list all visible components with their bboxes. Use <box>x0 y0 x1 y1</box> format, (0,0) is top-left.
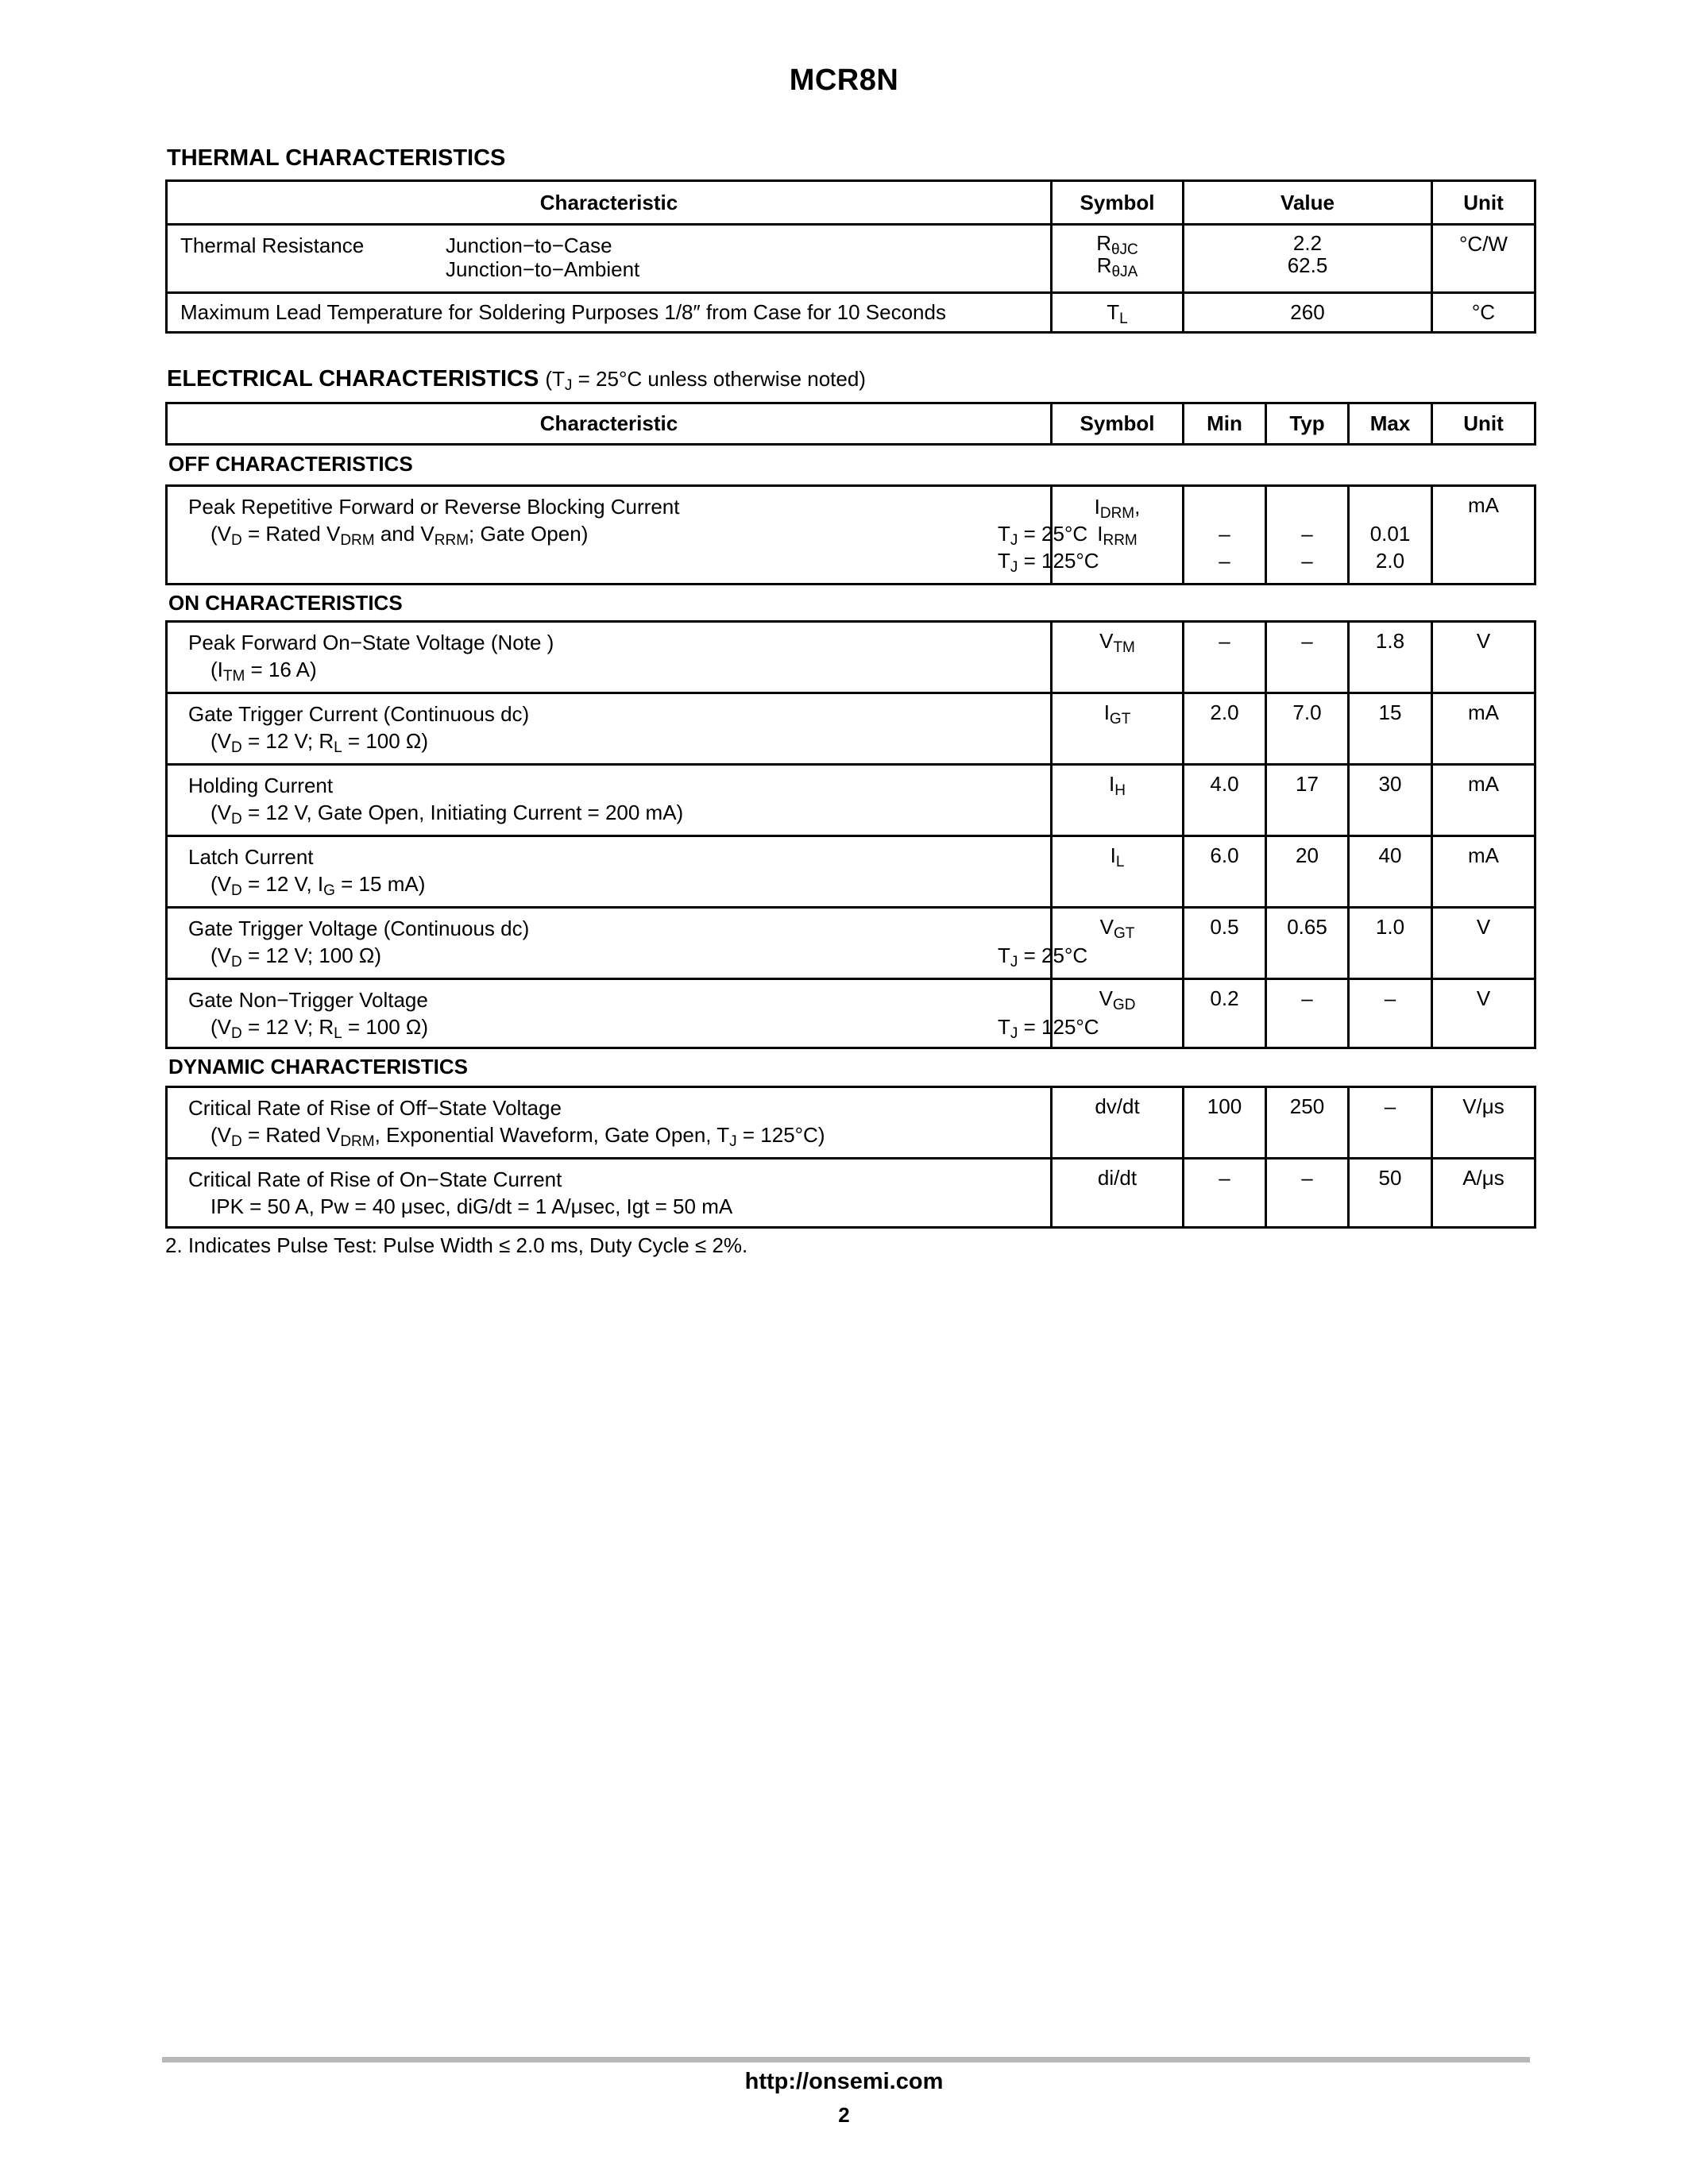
table-row <box>167 1087 1535 1159</box>
dynamic-characteristics-title: DYNAMIC CHARACTERISTICS <box>168 1055 468 1078</box>
il-max: 40 <box>1349 836 1432 908</box>
vgt-desc-line2: ($V_D = 12$ V; 100 Ω) $T_J = 25^\circ C$ <box>211 943 1088 970</box>
off-min-25: – <box>1219 522 1230 546</box>
value-rthjc: 2.2 <box>1292 231 1323 255</box>
vgd-desc-line2: ($V_D = 12$ V; $R_L = 100$ Ω) $T_J = 125^\circ C$ <box>211 1015 1099 1042</box>
symbol-tl: $T_L$ <box>1052 293 1184 333</box>
ih-typ: 17 <box>1266 765 1349 836</box>
footer-url[interactable]: http://onsemi.com <box>744 2069 944 2094</box>
ih-min: 4.0 <box>1184 765 1266 836</box>
vgd-max: – <box>1349 979 1432 1048</box>
vgt-tj: $T_J = 25^\circ C$ <box>998 943 1088 970</box>
dvdt-unit: V/μs <box>1432 1087 1535 1159</box>
header-unit: Unit <box>1432 403 1535 445</box>
header-max: Max <box>1349 403 1432 445</box>
off-tj-25: $T_J = 25^\circ C$ <box>998 522 1088 549</box>
off-characteristics-title: OFF CHARACTERISTICS <box>168 452 413 476</box>
igt-typ: 7.0 <box>1266 693 1349 765</box>
header-symbol: Symbol <box>1052 403 1184 445</box>
off-desc-line1: Peak Repetitive Forward or Reverse Blocking Current <box>188 495 680 519</box>
vtm-desc-line1: Peak Forward On−State Voltage (Note ) <box>188 631 554 654</box>
dynamic-characteristics-table <box>165 1086 1536 1229</box>
dvdt-desc-line2: ($V_D$ = Rated $V_{DRM}$, Exponential Waveform, Gate Open, $T_J = 125^\circ C$) <box>211 1123 825 1150</box>
footnote: 2. Indicates Pulse Test: Pulse Width ≤ 2.0 ms, Duty Cycle ≤ 2%. <box>165 1233 748 1257</box>
il-typ: 20 <box>1266 836 1349 908</box>
igt-min: 2.0 <box>1184 693 1266 765</box>
thermal-resistance-label: Thermal Resistance <box>180 233 365 257</box>
table-row <box>167 979 1535 1048</box>
off-characteristics-table <box>165 484 1536 585</box>
off-max-125: 2.0 <box>1375 549 1405 573</box>
header-symbol: Symbol <box>1052 181 1184 225</box>
vgt-unit: V <box>1432 908 1535 979</box>
ih-desc-line2: ($V_D = 12$ V, Gate Open, Initiating Current = 200 mA) <box>211 801 684 828</box>
table-row <box>167 693 1535 765</box>
il-unit: mA <box>1432 836 1535 908</box>
header-typ: Typ <box>1266 403 1349 445</box>
thermal-header-row <box>167 181 1535 225</box>
didt-desc-line1: Critical Rate of Rise of On−State Current <box>188 1167 562 1191</box>
vgd-min: 0.2 <box>1184 979 1266 1048</box>
igt-desc-line2: ($V_D = 12$ V; $R_L = 100$ Ω) <box>211 729 429 756</box>
didt-desc-line2: IPK = 50 A, Pw = 40 μsec, diG/dt = 1 A/μsec, Igt = 50 mA <box>211 1194 733 1218</box>
didt-min: – <box>1184 1159 1266 1228</box>
header-unit: Unit <box>1432 181 1535 225</box>
ih-unit: mA <box>1432 765 1535 836</box>
table-row <box>167 293 1535 333</box>
off-desc-line2: ($V_D$ = Rated $V_{DRM}$ and $V_{RRM}$; Gate Open) $T_J = 25^\circ C$ <box>211 522 1088 549</box>
didt-typ: – <box>1266 1159 1349 1228</box>
symbol-dvdt: dv/dt <box>1052 1087 1184 1159</box>
electrical-header-table <box>165 402 1536 446</box>
page-number: 2 <box>838 2103 850 2127</box>
vgd-desc-line1: Gate Non−Trigger Voltage <box>188 988 428 1012</box>
header-characteristic: Characteristic <box>167 403 1052 445</box>
table-row <box>167 1159 1535 1228</box>
il-min: 6.0 <box>1184 836 1266 908</box>
table-row <box>167 486 1535 585</box>
symbol-il: $I_L$ <box>1052 836 1184 908</box>
igt-desc-line1: Gate Trigger Current (Continuous dc) <box>188 702 530 726</box>
vtm-desc-line2: ($I_{TM} = 16$ A) <box>211 658 317 685</box>
junction-to-case: Junction−to−Case <box>446 233 612 257</box>
symbol-rthjc: $R_{\theta JC}$ <box>1096 231 1138 258</box>
didt-unit: A/μs <box>1432 1159 1535 1228</box>
header-value: Value <box>1184 181 1432 225</box>
header-characteristic: Characteristic <box>167 181 1052 225</box>
vgt-max: 1.0 <box>1349 908 1432 979</box>
off-typ-25: – <box>1301 522 1313 546</box>
vtm-unit: V <box>1432 622 1535 693</box>
symbol-didt: di/dt <box>1052 1159 1184 1228</box>
vtm-max: 1.8 <box>1349 622 1432 693</box>
value-rthja: 62.5 <box>1287 253 1328 277</box>
on-characteristics-table <box>165 620 1536 1049</box>
symbol-ih: $I_H$ <box>1052 765 1184 836</box>
ih-max: 30 <box>1349 765 1432 836</box>
header-min: Min <box>1184 403 1266 445</box>
junction-to-ambient: Junction−to−Ambient <box>446 257 640 281</box>
il-desc-line2: ($V_D = 12$ V, $I_G = 15$ mA) <box>211 872 426 899</box>
dvdt-min: 100 <box>1184 1087 1266 1159</box>
dvdt-desc-line1: Critical Rate of Rise of Off−State Voltage <box>188 1096 562 1120</box>
vgt-desc-line1: Gate Trigger Voltage (Continuous dc) <box>188 916 530 940</box>
electrical-heading: ELECTRICAL CHARACTERISTICS ($T_J = 25^\circ C$ unless otherwise noted) <box>167 366 866 394</box>
symbol-vgt: $V_{GT}$ <box>1052 908 1184 979</box>
electrical-note: ($T_J = 25^\circ C$ unless otherwise noted) <box>545 367 866 394</box>
table-row <box>167 908 1535 979</box>
page-title: MCR8N <box>789 64 899 97</box>
electrical-header-row <box>167 403 1535 445</box>
footer-divider <box>162 2057 1530 2062</box>
on-characteristics-title: ON CHARACTERISTICS <box>168 591 403 615</box>
dvdt-max: – <box>1349 1087 1432 1159</box>
vgd-unit: V <box>1432 979 1535 1048</box>
off-unit: mA <box>1432 486 1535 585</box>
off-typ-125: – <box>1301 549 1313 573</box>
thermal-table <box>165 179 1536 334</box>
vgt-typ: 0.65 <box>1266 908 1349 979</box>
table-row <box>167 836 1535 908</box>
igt-max: 15 <box>1349 693 1432 765</box>
symbol-rthja: $R_{\theta JA}$ <box>1096 253 1138 280</box>
lead-temp-label: Maximum Lead Temperature for Soldering Purposes 1/8″ from Case for 10 Seconds <box>167 293 1052 333</box>
ih-desc-line1: Holding Current <box>188 774 334 797</box>
off-max-25: 0.01 <box>1369 522 1411 546</box>
symbol-vtm: $V_{TM}$ <box>1052 622 1184 693</box>
table-row <box>167 225 1535 293</box>
off-tj-125: $T_J = 125^\circ C$ <box>998 549 1099 576</box>
vtm-typ: – <box>1266 622 1349 693</box>
igt-unit: mA <box>1432 693 1535 765</box>
didt-max: 50 <box>1349 1159 1432 1228</box>
off-min-125: – <box>1219 549 1230 573</box>
thermal-heading: THERMAL CHARACTERISTICS <box>167 145 506 171</box>
vtm-min: – <box>1184 622 1266 693</box>
il-desc-line1: Latch Current <box>188 845 314 869</box>
value-tl: 260 <box>1184 293 1432 333</box>
vgt-min: 0.5 <box>1184 908 1266 979</box>
dvdt-typ: 250 <box>1266 1087 1349 1159</box>
vgd-typ: – <box>1266 979 1349 1048</box>
symbol-irrm: $I_{RRM}$ <box>1097 522 1138 549</box>
table-row <box>167 765 1535 836</box>
table-row <box>167 622 1535 693</box>
symbol-vgd: $V_{GD}$ <box>1052 979 1184 1048</box>
symbol-igt: $I_{GT}$ <box>1052 693 1184 765</box>
unit-c: °C <box>1432 293 1535 333</box>
vgd-tj: $T_J = 125^\circ C$ <box>998 1015 1099 1042</box>
unit-cw: °C/W <box>1432 225 1535 293</box>
symbol-idrm: $I_{DRM}$, <box>1094 495 1141 522</box>
